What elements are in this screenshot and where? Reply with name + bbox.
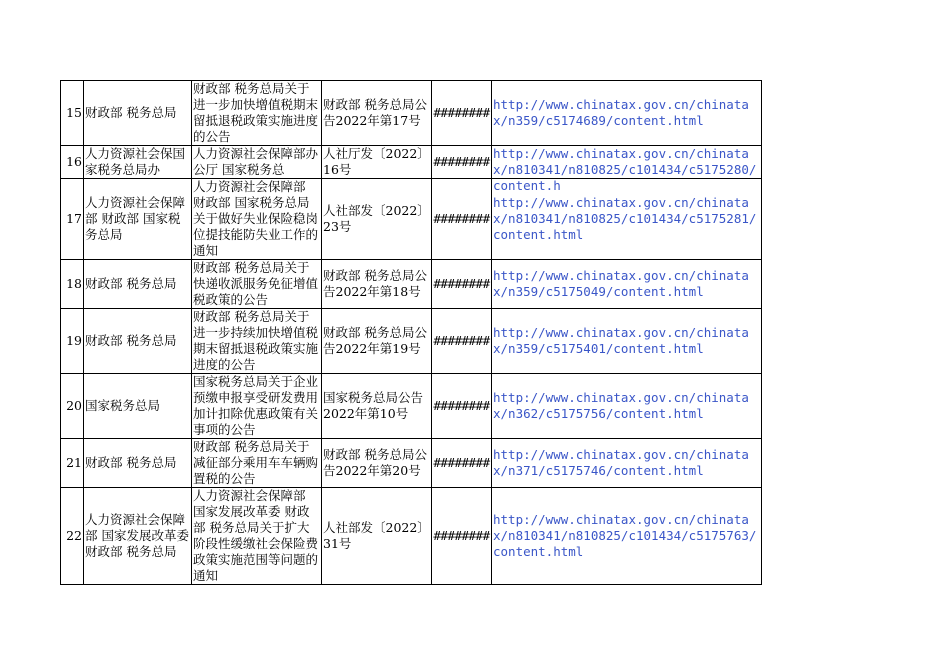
url-cell[interactable] bbox=[492, 260, 762, 309]
doc-number-cell[interactable]: 财政部 税务总局公告2022年第19号 bbox=[322, 309, 432, 374]
url-cell[interactable] bbox=[492, 488, 762, 585]
title-cell[interactable]: 国家税务总局关于企业预缴申报享受研发费用加计扣除优惠政策有关事项的公告 bbox=[192, 374, 322, 439]
date-cell[interactable]: ######## bbox=[432, 488, 492, 585]
spreadsheet-table bbox=[60, 80, 762, 585]
title-cell[interactable]: 财政部 税务总局关于进一步持续加快增值税期末留抵退税政策实施进度的公告 bbox=[192, 309, 322, 374]
doc-number-cell[interactable]: 人社部发〔2022〕23号 bbox=[322, 179, 432, 260]
doc-number-cell[interactable]: 国家税务总局公告2022年第10号 bbox=[322, 374, 432, 439]
url-link[interactable]: http://www.chinatax.gov.cn/chinatax/n359/c5174689/content.html bbox=[493, 97, 749, 128]
url-link[interactable]: http://www.chinatax.gov.cn/chinatax/n810341/n810825/c101434/c5175763/content.html bbox=[493, 512, 757, 559]
url-link[interactable]: http://www.chinatax.gov.cn/chinatax/n362/c5175756/content.html bbox=[493, 390, 749, 421]
table-row bbox=[61, 260, 762, 309]
doc-number-cell[interactable]: 财政部 税务总局公告2022年第17号 bbox=[322, 81, 432, 146]
row-number[interactable]: 21 bbox=[61, 439, 84, 488]
row-number[interactable]: 16 bbox=[61, 146, 84, 179]
issuer-text: 人力资源社会保国家税务总局办 bbox=[85, 146, 186, 177]
url-link[interactable]: http://www.chinatax.gov.cn/chinatax/n371/c5175746/content.html bbox=[493, 447, 749, 478]
date-cell[interactable]: ######## bbox=[432, 146, 492, 179]
title-cell[interactable]: 财政部 税务总局关于快递收派服务免征增值税政策的公告 bbox=[192, 260, 322, 309]
url-link[interactable]: http://www.chinatax.gov.cn/chinatax/n810341/n810825/c101434/c5175281/content.html bbox=[493, 195, 757, 242]
date-cell[interactable]: ######## bbox=[432, 179, 492, 260]
doc-number-cell[interactable]: 财政部 税务总局公告2022年第18号 bbox=[322, 260, 432, 309]
date-cell[interactable]: ######## bbox=[432, 81, 492, 146]
title-cell[interactable]: 人力资源社会保障部 财政部 国家税务总局关于做好失业保险稳岗位提技能防失业工作的通知 bbox=[192, 179, 322, 260]
row-number[interactable]: 20 bbox=[61, 374, 84, 439]
title-cell[interactable]: 财政部 税务总局关于进一步加快增值税期末留抵退税政策实施进度的公告 bbox=[192, 81, 322, 146]
table-row bbox=[61, 439, 762, 488]
issuer-cell[interactable]: 人力资源社会保障部 国家发展改革委 财政部 税务总局 bbox=[84, 488, 192, 585]
url-cell[interactable] bbox=[492, 439, 762, 488]
url-link[interactable]: http://www.chinatax.gov.cn/chinatax/n359/c5175401/content.html bbox=[493, 325, 749, 356]
issuer-cell[interactable]: 财政部 税务总局 bbox=[84, 81, 192, 146]
table-row bbox=[61, 179, 762, 260]
table-row bbox=[61, 309, 762, 374]
issuer-cell[interactable]: 人力资源社会保障部 财政部 国家税务总局 bbox=[84, 179, 192, 260]
row-number[interactable]: 19 bbox=[61, 309, 84, 374]
row-number[interactable]: 17 bbox=[61, 179, 84, 260]
doc-number-cell[interactable]: 财政部 税务总局公告2022年第20号 bbox=[322, 439, 432, 488]
title-cell[interactable]: 财政部 税务总局关于减征部分乘用车车辆购置税的公告 bbox=[192, 439, 322, 488]
title-text: 人力资源社会保障部办公厅 国家税务总 bbox=[193, 146, 319, 177]
doc-number-cell[interactable]: 人社厅发〔2022〕16号 bbox=[323, 146, 430, 177]
url-cell[interactable] bbox=[492, 309, 762, 374]
table-row bbox=[61, 81, 762, 146]
doc-number-cell[interactable]: 人社部发〔2022〕31号 bbox=[322, 488, 432, 585]
table-row bbox=[61, 374, 762, 439]
date-cell[interactable]: ######## bbox=[432, 260, 492, 309]
url-cell[interactable] bbox=[492, 374, 762, 439]
row-number[interactable]: 15 bbox=[61, 81, 84, 146]
issuer-cell[interactable]: 财政部 税务总局 bbox=[84, 309, 192, 374]
title-cell[interactable] bbox=[192, 146, 322, 179]
issuer-cell[interactable] bbox=[84, 146, 192, 179]
issuer-cell[interactable]: 国家税务总局 bbox=[84, 374, 192, 439]
url-cell[interactable] bbox=[492, 81, 762, 146]
url-link[interactable]: http://www.chinatax.gov.cn/chinatax/n359/c5175049/content.html bbox=[493, 268, 749, 299]
url-link[interactable]: http://www.chinatax.gov.cn/chinatax/n810341/n810825/c101434/c5175280/content.h bbox=[493, 146, 757, 193]
issuer-cell[interactable]: 财政部 税务总局 bbox=[84, 260, 192, 309]
url-cell[interactable] bbox=[492, 146, 762, 193]
date-cell[interactable]: ######## bbox=[432, 374, 492, 439]
row-number[interactable]: 22 bbox=[61, 488, 84, 585]
table-row bbox=[61, 146, 762, 179]
row-number[interactable]: 18 bbox=[61, 260, 84, 309]
table-row bbox=[61, 488, 762, 585]
issuer-cell[interactable]: 财政部 税务总局 bbox=[84, 439, 192, 488]
date-cell[interactable]: ######## bbox=[432, 439, 492, 488]
title-cell[interactable]: 人力资源社会保障部 国家发展改革委 财政部 税务总局关于扩大阶段性缓缴社会保险费政策实施范围等问题的通知 bbox=[192, 488, 322, 585]
date-cell[interactable]: ######## bbox=[432, 309, 492, 374]
